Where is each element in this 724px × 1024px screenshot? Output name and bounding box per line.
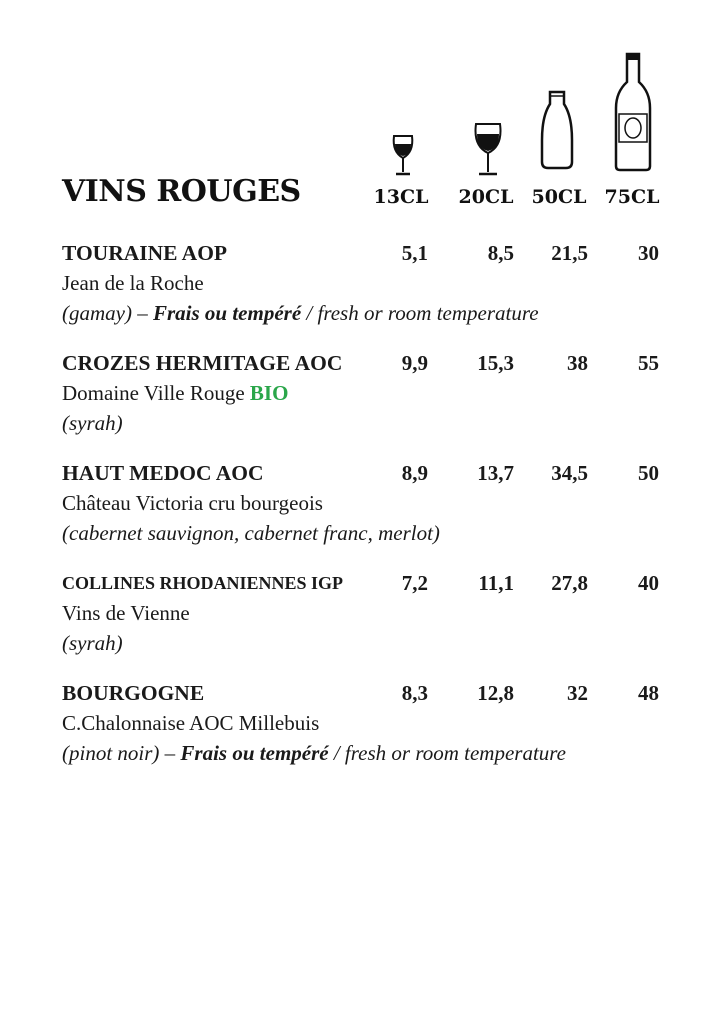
- wine-entry: [62, 568, 662, 658]
- wine-producer: Château Victoria cru bourgeois: [62, 491, 323, 515]
- price-13cl: 8,9: [401, 461, 428, 485]
- wine-note: (cabernet sauvignon, cabernet franc, merlot): [62, 521, 440, 545]
- wine-entry: [62, 678, 662, 768]
- price-20cl: 13,7: [477, 461, 514, 485]
- wine-entry: [62, 238, 662, 328]
- price-75cl: 48: [638, 681, 659, 705]
- price-13cl: 5,1: [401, 241, 428, 265]
- price-13cl: 9,9: [401, 351, 428, 375]
- price-75cl: 55: [638, 351, 659, 375]
- wine-producer: Jean de la Roche: [62, 271, 204, 295]
- wine-name: HAUT MEDOC AOC: [62, 461, 264, 485]
- price-20cl: 15,3: [477, 351, 514, 375]
- wine-name: TOURAINE AOP: [62, 241, 228, 265]
- size-label-75cl: 75CL: [604, 186, 660, 208]
- price-50cl: 38: [567, 351, 588, 375]
- large-wine-glass-icon: [472, 122, 504, 178]
- size-label-50cl: 50CL: [531, 186, 587, 208]
- wine-producer: Domaine Ville Rouge BIO: [62, 381, 289, 405]
- size-label-20cl: 20CL: [458, 186, 514, 208]
- price-50cl: 21,5: [551, 241, 588, 265]
- price-75cl: 40: [638, 571, 659, 595]
- size-label-13cl: 13CL: [373, 186, 429, 208]
- wine-name: COLLINES RHODANIENNES IGP: [62, 573, 344, 593]
- price-13cl: 7,2: [401, 571, 428, 595]
- price-50cl: 27,8: [551, 571, 588, 595]
- price-50cl: 34,5: [551, 461, 588, 485]
- wine-name: CROZES HERMITAGE AOC: [62, 351, 343, 375]
- price-13cl: 8,3: [401, 681, 428, 705]
- wine-note: (syrah): [62, 411, 123, 435]
- small-wine-glass-icon: [390, 134, 416, 178]
- wine-note: (gamay) – Frais ou tempéré / fresh or room temperature: [62, 301, 539, 325]
- bio-badge: BIO: [249, 381, 289, 405]
- wine-note: (pinot noir) – Frais ou tempéré / fresh or room temperature: [62, 741, 566, 765]
- price-20cl: 8,5: [487, 241, 514, 265]
- price-50cl: 32: [567, 681, 588, 705]
- wine-bottle-icon: [612, 52, 654, 172]
- menu-title: VINS ROUGES: [62, 174, 301, 209]
- wine-entry: [62, 348, 662, 438]
- wine-note: (syrah): [62, 631, 123, 655]
- price-75cl: 50: [638, 461, 659, 485]
- wine-name: BOURGOGNE: [62, 681, 205, 705]
- wine-producer: Vins de Vienne: [62, 601, 190, 625]
- wine-producer: C.Chalonnaise AOC Millebuis: [62, 711, 320, 735]
- price-75cl: 30: [638, 241, 659, 265]
- price-20cl: 11,1: [478, 571, 514, 595]
- carafe-icon: [538, 90, 576, 170]
- price-20cl: 12,8: [477, 681, 514, 705]
- wine-entry: [62, 458, 662, 548]
